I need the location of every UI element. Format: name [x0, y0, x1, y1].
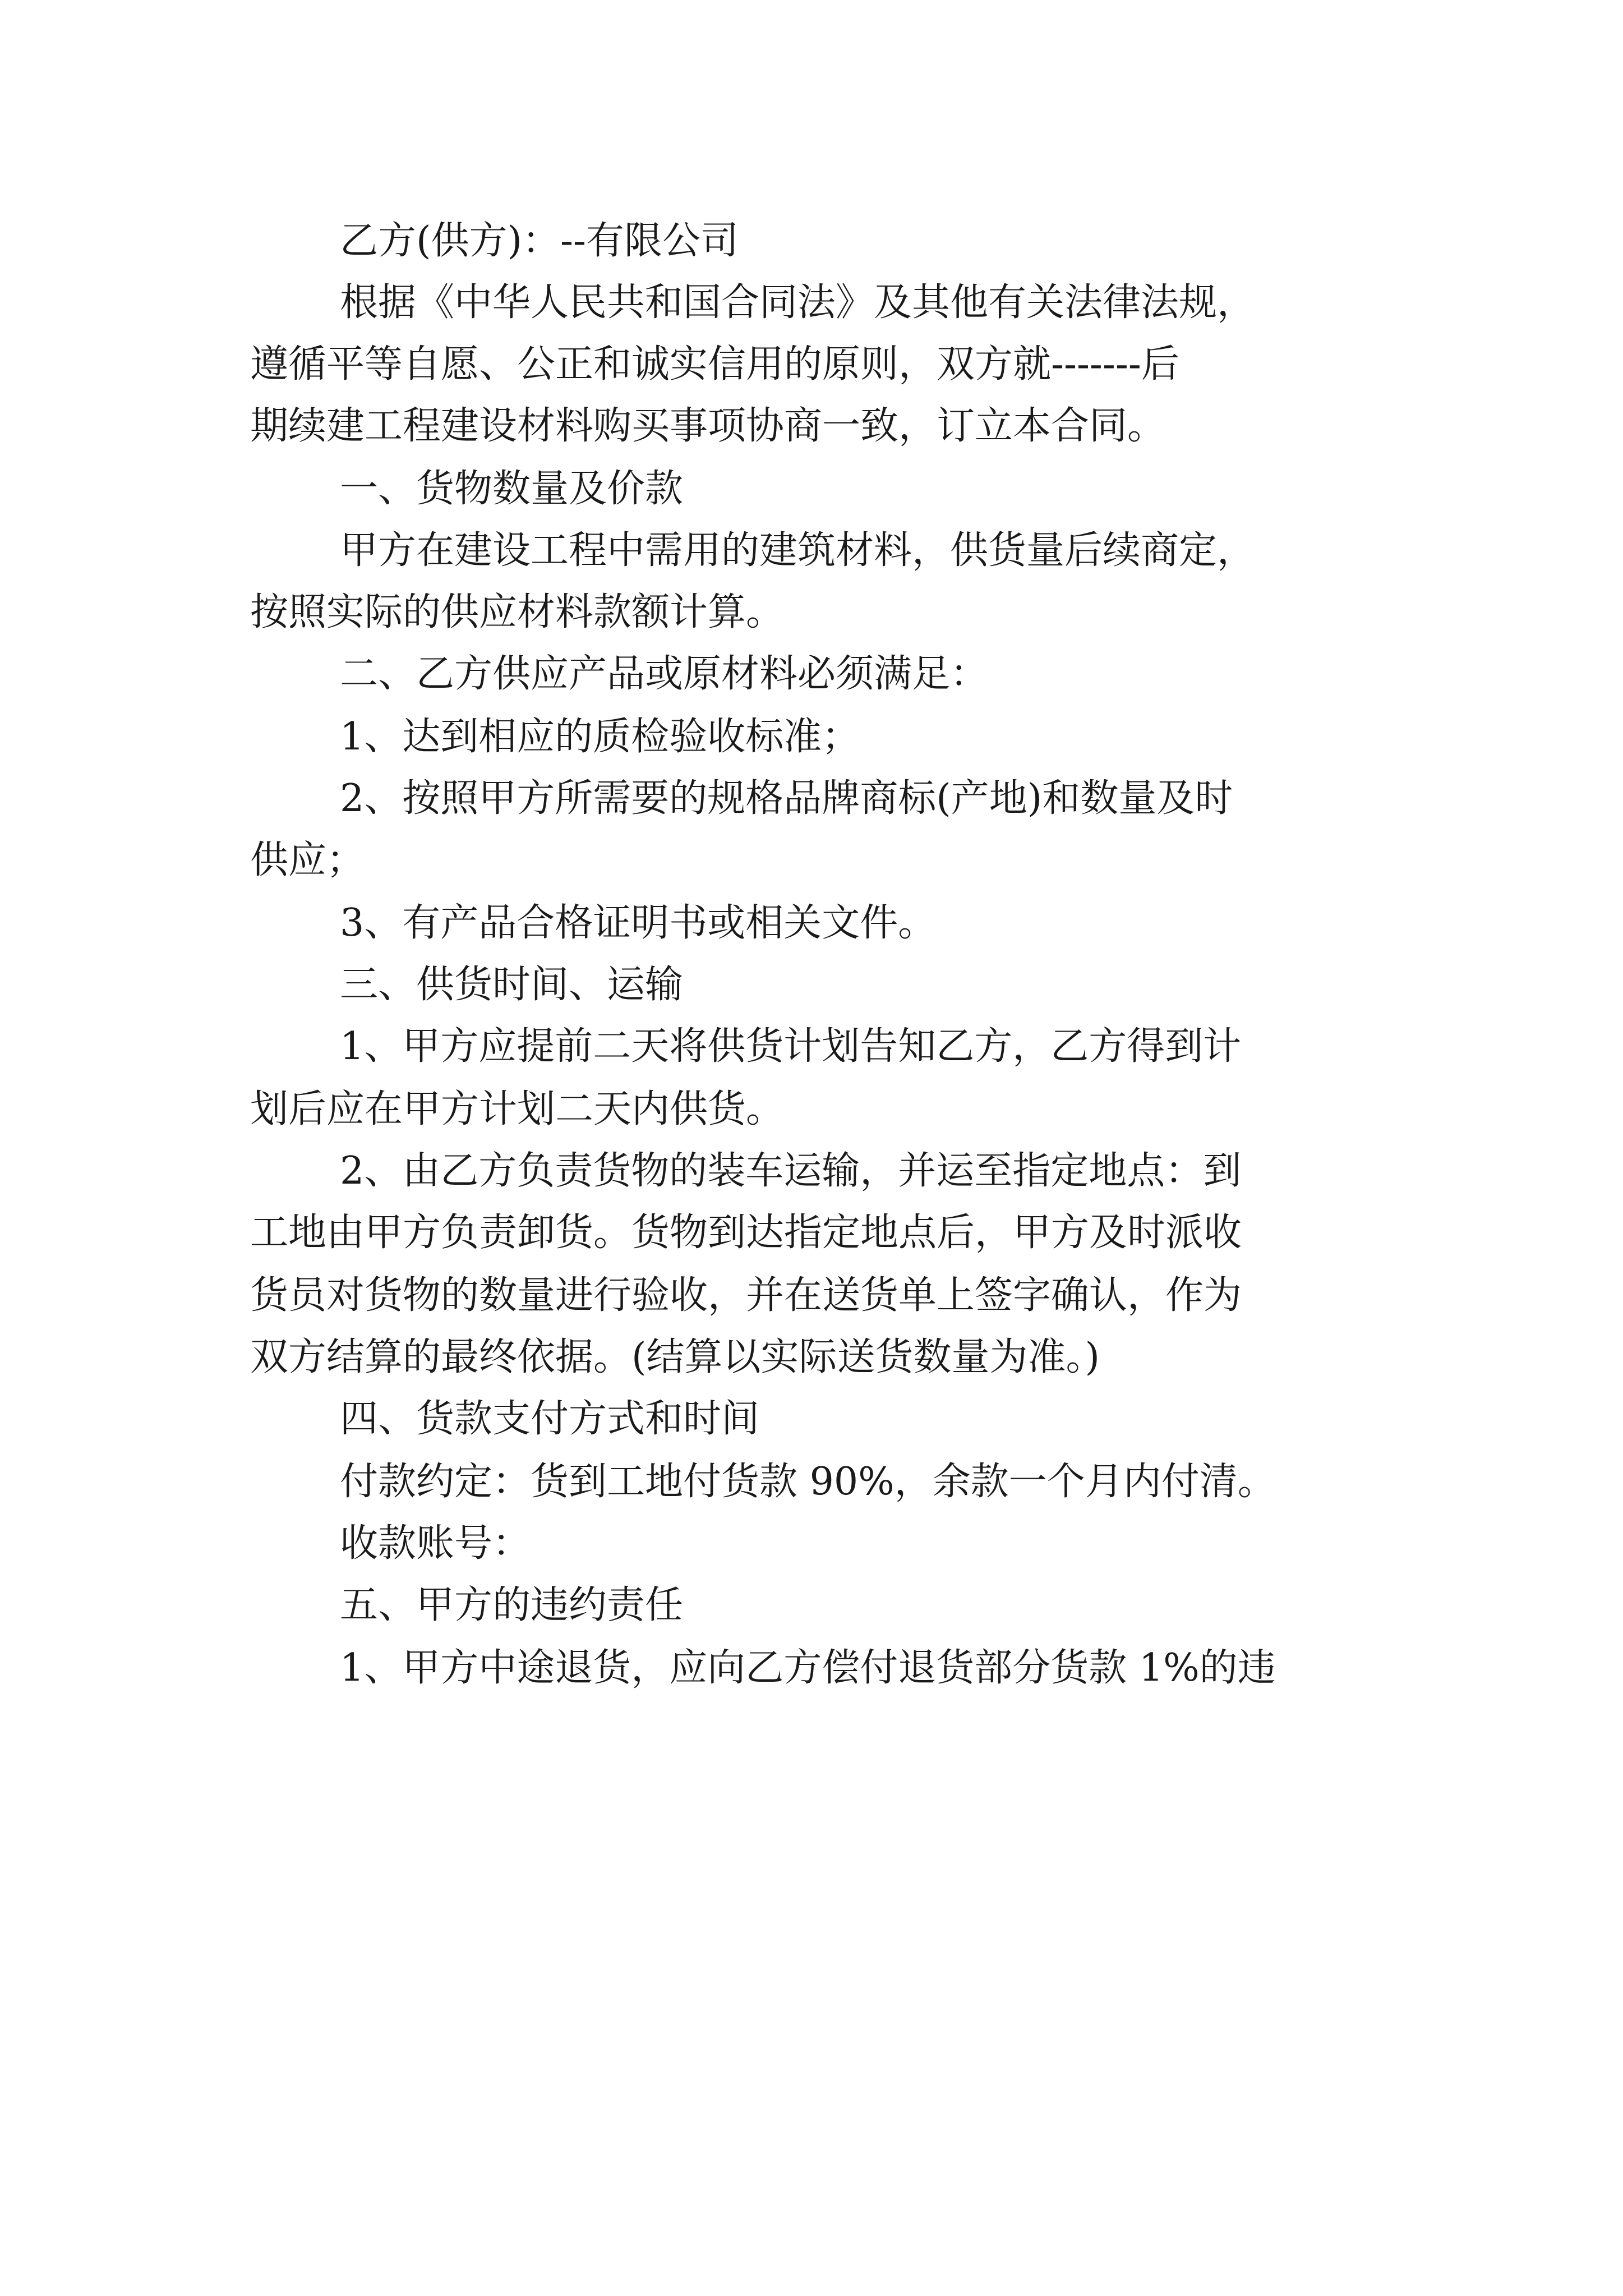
list-item-continuation: 供应； [250, 838, 365, 882]
paragraph-line: 根据《中华人民共和国合同法》及其他有关法律法规， [340, 280, 1256, 325]
list-item: 1、甲方应提前二天将供货计划告知乙方，乙方得到计 [340, 1024, 1242, 1069]
section-heading-2: 二、乙方供应产品或原材料必须满足： [340, 652, 989, 696]
account-label: 收款账号： [340, 1521, 531, 1566]
section-heading-1: 一、货物数量及价款 [340, 467, 684, 511]
paragraph-line: 甲方在建设工程中需用的建筑材料，供货量后续商定， [340, 528, 1256, 573]
list-item: 2、由乙方负责货物的装车运输，并运至指定地点：到 [340, 1149, 1242, 1193]
section-heading-4: 四、货款支付方式和时间 [340, 1397, 760, 1441]
list-item-continuation: 货员对货物的数量进行验收，并在送货单上签字确认，作为 [250, 1273, 1242, 1318]
list-item-continuation: 工地由甲方负责卸货。货物到达指定地点后，甲方及时派收 [250, 1211, 1242, 1255]
list-item: 3、有产品合格证明书或相关文件。 [340, 901, 937, 945]
list-item-continuation: 双方结算的最终依据。(结算以实际送货数量为准。) [250, 1335, 1100, 1379]
list-item: 2、按照甲方所需要的规格品牌商标(产地)和数量及时 [340, 776, 1233, 821]
list-item: 1、达到相应的质检验收标准； [340, 715, 860, 759]
party-b-line: 乙方(供方)：--有限公司 [340, 219, 739, 263]
section-heading-3: 三、供货时间、运输 [340, 963, 684, 1007]
paragraph-line: 期续建工程建设材料购买事项协商一致，订立本合同。 [250, 404, 1166, 448]
paragraph-line: 遵循平等自愿、公正和诚实信用的原则，双方就-------后 [250, 342, 1179, 386]
section-heading-5: 五、甲方的违约责任 [340, 1583, 684, 1627]
list-item: 1、甲方中途退货，应向乙方偿付退货部分货款 1%的违 [340, 1646, 1276, 1690]
paragraph-line: 按照实际的供应材料款额计算。 [250, 590, 785, 634]
list-item-continuation: 划后应在甲方计划二天内供货。 [250, 1087, 785, 1131]
paragraph-line: 付款约定：货到工地付货款 90%，余款一个月内付清。 [340, 1460, 1276, 1504]
